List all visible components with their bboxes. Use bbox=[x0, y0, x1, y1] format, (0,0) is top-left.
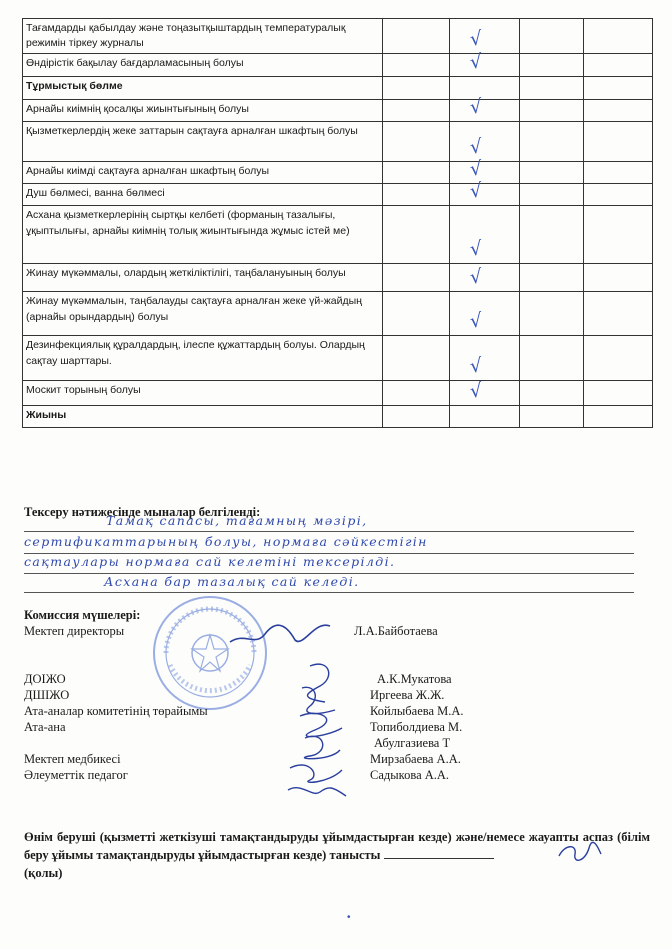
table-row bbox=[23, 100, 653, 122]
mark-cell bbox=[584, 77, 653, 100]
director-role: Мектеп директоры bbox=[24, 624, 125, 638]
criterion-label: Жинау мүкәммалы, олардың жеткіліктілігі, таңбалануының болуы bbox=[23, 264, 383, 292]
mark-cell bbox=[383, 54, 450, 77]
mark-cell bbox=[520, 184, 584, 206]
mark-cell bbox=[520, 100, 584, 122]
members-signatures-icon bbox=[280, 658, 360, 808]
mark-cell bbox=[450, 336, 520, 381]
mark-cell bbox=[584, 206, 653, 264]
mark-cell bbox=[383, 406, 450, 428]
section-label: Тұрмыстық бөлме bbox=[23, 77, 383, 100]
member-name: Топиболдиева М. bbox=[370, 720, 463, 734]
signature-label: (қолы) bbox=[24, 866, 63, 880]
member-name: Абулгазиева Т bbox=[374, 736, 451, 750]
member-name: Мирзабаева А.А. bbox=[370, 752, 461, 766]
criterion-label: Душ бөлмесі, ванна бөлмесі bbox=[23, 184, 383, 206]
mark-cell bbox=[584, 336, 653, 381]
mark-cell bbox=[450, 381, 520, 406]
mark-cell bbox=[584, 19, 653, 54]
cook-signature-icon bbox=[555, 840, 605, 864]
mark-cell bbox=[383, 19, 450, 54]
member-role: Мектеп медбикесі bbox=[24, 752, 121, 766]
mark-cell bbox=[584, 100, 653, 122]
table-section-row bbox=[23, 77, 653, 100]
table-row bbox=[23, 19, 653, 54]
criterion-label: Арнайы киімнің қосалқы жиынтығының болуы bbox=[23, 100, 383, 122]
table-row bbox=[23, 292, 653, 336]
table-row bbox=[23, 381, 653, 406]
mark-cell bbox=[584, 264, 653, 292]
checkmark-icon: √ bbox=[468, 50, 484, 75]
criterion-label: Жинау мүкәммалын, таңбалауды сақтауға арналған жеке үй-жайдың (арнайы орындардың) болуы bbox=[23, 292, 383, 336]
member-name: Койлыбаева М.А. bbox=[370, 704, 464, 718]
member-name: Иргеева Ж.Ж. bbox=[370, 688, 445, 702]
checkmark-icon: √ bbox=[468, 309, 484, 334]
member-role: Ата-аналар комитетінің төрайымы bbox=[24, 704, 208, 718]
checkmark-icon: √ bbox=[468, 135, 484, 160]
commission-heading: Комиссия мүшелері: bbox=[24, 608, 141, 622]
mark-cell bbox=[383, 162, 450, 184]
checkmark-icon: √ bbox=[468, 95, 484, 120]
director-signature-icon bbox=[225, 612, 335, 652]
table-row bbox=[23, 336, 653, 381]
mark-cell bbox=[450, 406, 520, 428]
director-name: Л.А.Байботаева bbox=[354, 624, 438, 638]
mark-cell bbox=[520, 381, 584, 406]
findings-line: сақтаулары нормаға сай келетіні тексерілді. bbox=[24, 554, 634, 574]
mark-cell bbox=[450, 95, 520, 122]
mark-cell bbox=[520, 162, 584, 184]
member-role: ДШІЖО bbox=[24, 688, 70, 702]
mark-cell bbox=[450, 19, 520, 54]
mark-cell bbox=[584, 292, 653, 336]
member-role: ДОІЖО bbox=[24, 672, 66, 686]
mark-cell bbox=[383, 336, 450, 381]
criterion-label: Москит торының болуы bbox=[23, 381, 383, 406]
mark-cell bbox=[383, 381, 450, 406]
scan-mark-icon: • bbox=[347, 912, 351, 923]
table-row bbox=[23, 184, 653, 206]
acknowledgement-text: Өнім беруші (қызметті жеткізуші тамақтандыруды ұйымдастырған кезде) және/немесе жауапты аспаз (білім беру ұйымы тамақтандыруды ұйымдастырған кезде) танысты bbox=[24, 830, 650, 862]
mark-cell bbox=[520, 19, 584, 54]
table-row bbox=[23, 206, 653, 264]
table-section-row bbox=[23, 406, 653, 428]
findings-heading: Тексеру нәтижесінде мыналар белгіленді: bbox=[24, 505, 261, 519]
checklist-table bbox=[22, 18, 653, 428]
findings-line: Асхана бар тазалық сай келеді. bbox=[24, 574, 634, 593]
mark-cell bbox=[520, 292, 584, 336]
mark-cell bbox=[383, 184, 450, 206]
mark-cell bbox=[450, 77, 520, 100]
mark-cell bbox=[584, 406, 653, 428]
mark-cell bbox=[450, 206, 520, 264]
table-row bbox=[23, 264, 653, 292]
checkmark-icon: √ bbox=[468, 157, 484, 182]
mark-cell bbox=[450, 157, 520, 184]
mark-cell bbox=[584, 122, 653, 162]
mark-cell bbox=[450, 179, 520, 206]
criterion-label: Қызметкерлердің жеке заттарын сақтауға арналған шкафтың болуы bbox=[23, 122, 383, 162]
mark-cell bbox=[450, 292, 520, 336]
checkmark-icon: √ bbox=[468, 265, 484, 290]
criterion-label: Арнайы киімді сақтауға арналған шкафтың болуы bbox=[23, 162, 383, 184]
table-row bbox=[23, 54, 653, 77]
table-row bbox=[23, 122, 653, 162]
member-name: А.К.Мукатова bbox=[377, 672, 452, 686]
member-name: Садыкова А.А. bbox=[370, 768, 450, 782]
mark-cell bbox=[584, 381, 653, 406]
checkmark-icon: √ bbox=[468, 379, 484, 404]
mark-cell bbox=[450, 50, 520, 77]
mark-cell bbox=[520, 77, 584, 100]
findings-line: сертификаттарының болуы, нормаға сәйкестігін bbox=[24, 534, 634, 554]
checkmark-icon: √ bbox=[468, 354, 484, 379]
mark-cell bbox=[584, 162, 653, 184]
criterion-label: Тағамдарды қабылдау және тоңазытқыштардың температуралық режимін тіркеу журналы bbox=[23, 19, 383, 54]
criterion-label: Өндірістік бақылау бағдарламасының болуы bbox=[23, 54, 383, 77]
mark-cell bbox=[584, 54, 653, 77]
mark-cell bbox=[520, 406, 584, 428]
checkmark-icon: √ bbox=[468, 179, 484, 204]
table-row bbox=[23, 162, 653, 184]
mark-cell bbox=[383, 77, 450, 100]
mark-cell bbox=[383, 100, 450, 122]
mark-cell bbox=[383, 264, 450, 292]
checkmark-icon: √ bbox=[468, 237, 484, 262]
mark-cell bbox=[520, 54, 584, 77]
criterion-label: Асхана қызметкерлерінің сыртқы келбеті (форманың тазалығы, ұқыптылығы, арнайы киімнің толық жиынтығында жұмыс істей ме) bbox=[23, 206, 383, 264]
section-label: Жиыны bbox=[23, 406, 383, 428]
signature-line bbox=[384, 846, 494, 859]
mark-cell bbox=[383, 122, 450, 162]
mark-cell bbox=[520, 206, 584, 264]
checklist-table-body bbox=[23, 19, 653, 428]
mark-cell bbox=[520, 264, 584, 292]
member-role: Ата-ана bbox=[24, 720, 66, 734]
mark-cell bbox=[450, 122, 520, 162]
mark-cell bbox=[450, 264, 520, 292]
criterion-label: Дезинфекциялық құралдардың, ілеспе құжаттардың болуы. Олардың сақтау шарттары. bbox=[23, 336, 383, 381]
findings-line: Тамақ сапасы, тағамның мәзірі, bbox=[24, 513, 634, 532]
mark-cell bbox=[520, 336, 584, 381]
mark-cell bbox=[383, 292, 450, 336]
member-role: Әлеуметтік педагог bbox=[24, 768, 128, 782]
mark-cell bbox=[520, 122, 584, 162]
mark-cell bbox=[584, 184, 653, 206]
mark-cell bbox=[383, 206, 450, 264]
checkmark-icon: √ bbox=[468, 27, 484, 52]
